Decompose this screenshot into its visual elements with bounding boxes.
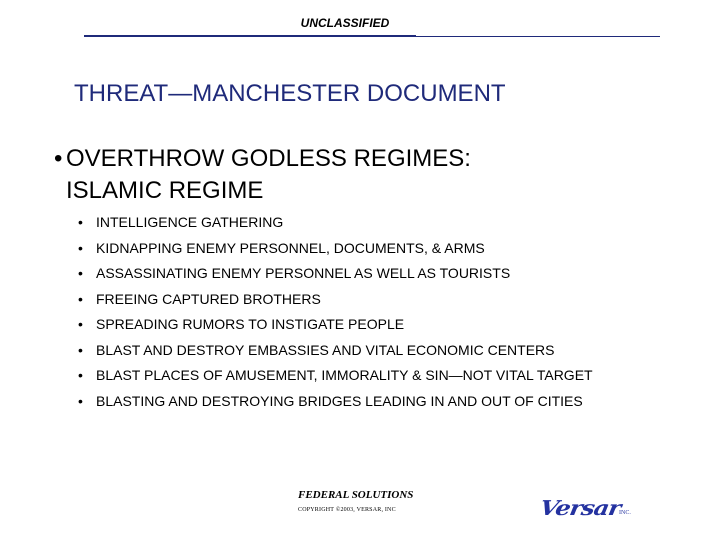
sub-bullet-text: SPREADING RUMORS TO INSTIGATE PEOPLE <box>96 316 405 332</box>
sub-bullet-text: BLAST PLACES OF AMUSEMENT, IMMORALITY & SIN—NOT VITAL TARGET <box>96 367 593 383</box>
sub-bullet-dot: • <box>78 392 83 409</box>
sub-bullet-item <box>76 316 656 332</box>
main-bullet <box>54 143 662 207</box>
footer-company: FEDERAL SOLUTIONS <box>298 489 414 501</box>
sub-bullet-dot: • <box>78 265 83 281</box>
sub-bullet-dot: • <box>78 290 83 307</box>
slide-title: THREAT—MANCHESTER DOCUMENT <box>74 80 506 107</box>
footer-copyright: COPYRIGHT ©2003, VERSAR, INC <box>298 507 396 513</box>
sub-bullet-dot: • <box>78 341 83 358</box>
main-bullet-line-2: ISLAMIC REGIME <box>66 177 264 204</box>
sub-bullet-text: INTELLIGENCE GATHERING <box>96 214 284 230</box>
versar-logo-word: Versar <box>538 495 623 520</box>
sub-bullet-text: ASSASSINATING ENEMY PERSONNEL AS WELL AS TOURISTS <box>96 265 511 281</box>
classification-label: UNCLASSIFIED <box>300 16 390 30</box>
header-rule-thick <box>84 35 416 37</box>
header-rule-thin <box>416 36 660 37</box>
sub-bullet-dot: • <box>78 316 83 332</box>
sub-bullet-item <box>76 265 656 281</box>
sub-bullet-dot: • <box>78 214 83 230</box>
sub-bullet-item <box>76 393 656 409</box>
sub-bullet-item <box>76 291 656 307</box>
sub-bullet-text: KIDNAPPING ENEMY PERSONNEL, DOCUMENTS, & ARMS <box>96 239 485 256</box>
sub-bullet-item <box>76 240 656 256</box>
sub-bullet-list <box>76 214 656 418</box>
sub-bullet-item <box>76 214 656 230</box>
sub-bullet-item <box>76 342 656 358</box>
footer-block <box>298 489 448 513</box>
sub-bullet-text: BLAST AND DESTROY EMBASSIES AND VITAL ECONOMIC CENTERS <box>96 341 555 358</box>
sub-bullet-dot: • <box>78 367 83 383</box>
sub-bullet-dot: • <box>78 239 83 256</box>
sub-bullet-text: BLASTING AND DESTROYING BRIDGES LEADING IN AND OUT OF CITIES <box>96 392 583 409</box>
versar-logo-suffix: INC. <box>619 510 631 516</box>
main-bullet-line-1: OVERTHROW GODLESS REGIMES: <box>66 145 471 172</box>
versar-logo <box>538 491 631 520</box>
sub-bullet-text: FREEING CAPTURED BROTHERS <box>96 290 321 307</box>
main-bullet-dot: • <box>54 145 63 172</box>
sub-bullet-item <box>76 367 656 383</box>
